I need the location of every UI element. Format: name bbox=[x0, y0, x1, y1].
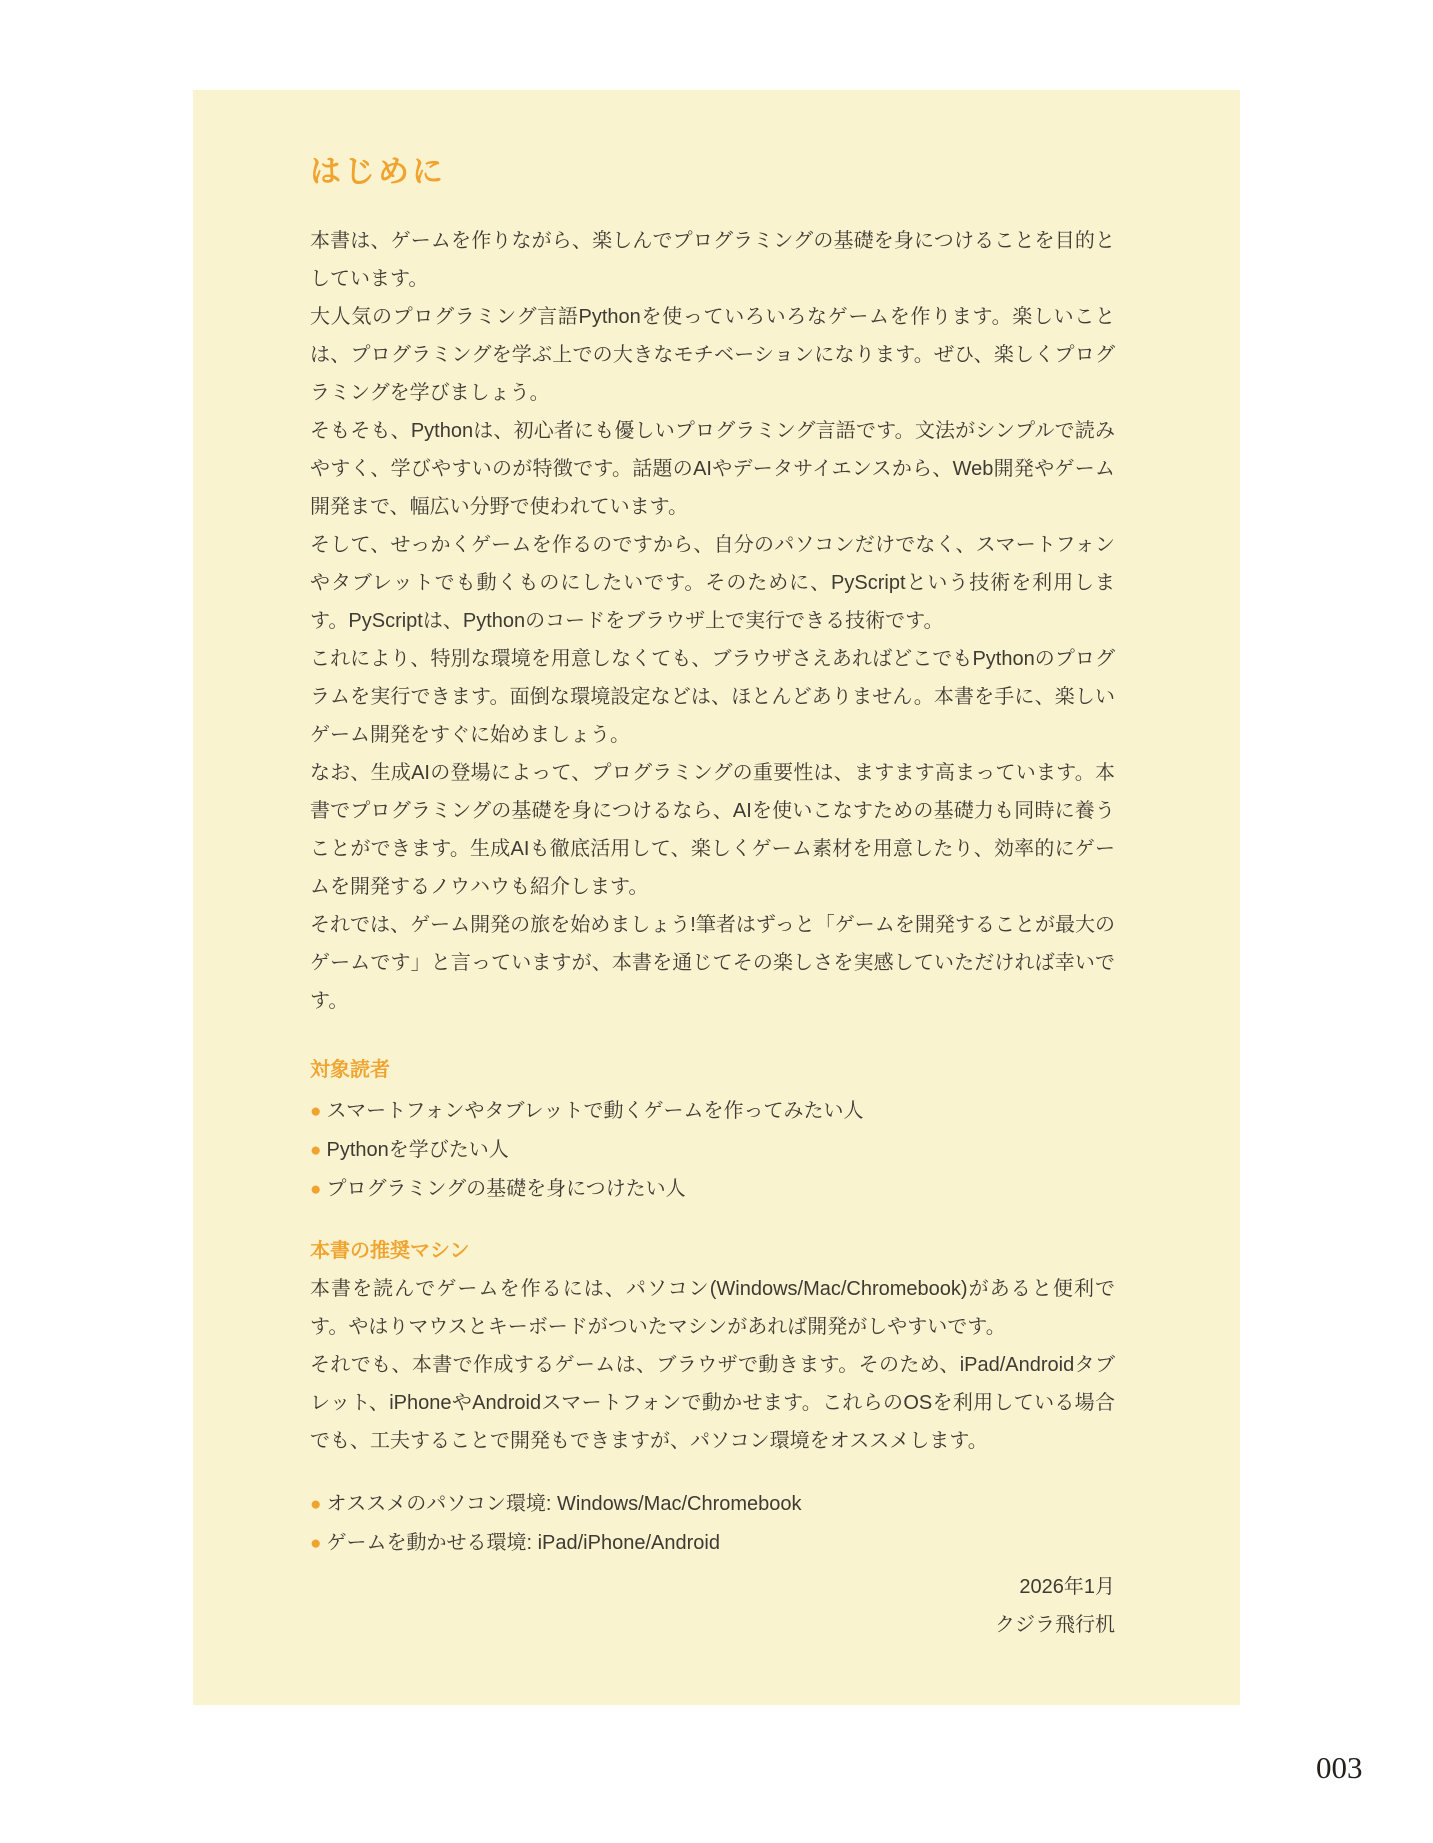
bullet-icon: ● bbox=[310, 1140, 322, 1161]
bullet-icon: ● bbox=[310, 1494, 322, 1515]
page-number: 003 bbox=[1316, 1750, 1363, 1785]
list-item bbox=[310, 1170, 1115, 1209]
machine-paragraph: それでも、本書で作成するゲームは、ブラウザで動きます。そのため、iPad/Androidタブレット、iPhoneやAndroidスマートフォンで動かせます。これらのOSを利用している場合でも、工夫することで開発もできますが、パソコン環境をオススメします。 bbox=[310, 1354, 1115, 1452]
intro-paragraph: これにより、特別な環境を用意しなくても、ブラウザさえあればどこでもPythonのプログラムを実行できます。面倒な環境設定などは、ほとんどありません。本書を手に、楽しいゲーム開発をすぐに始めましょう。 bbox=[310, 648, 1115, 746]
bullet-icon: ● bbox=[310, 1533, 322, 1554]
intro-paragraph: なお、生成AIの登場によって、プログラミングの重要性は、ますます高まっています。本書でプログラミングの基礎を身につけるなら、AIを使いこなすための基礎力も同時に養うことができます。生成AIも徹底活用して、楽しくゲーム素材を用意したり、効率的にゲームを開発するノウハウも紹介します。 bbox=[310, 762, 1115, 898]
section-heading-machine: 本書の推奨マシン bbox=[310, 1240, 470, 1262]
list-item bbox=[310, 1485, 1115, 1524]
colophon-author: クジラ飛行机 bbox=[995, 1614, 1115, 1636]
colophon bbox=[310, 1568, 1115, 1644]
machine-text-block bbox=[310, 1270, 1115, 1460]
page-body bbox=[193, 90, 1240, 1705]
list-item bbox=[310, 1092, 1115, 1131]
list-item bbox=[310, 1524, 1115, 1563]
page-title: はじめに bbox=[310, 154, 446, 189]
intro-text-block bbox=[310, 222, 1115, 1020]
bullet-icon: ● bbox=[310, 1179, 322, 1200]
environment-bullet-list bbox=[310, 1485, 1115, 1563]
bullet-icon: ● bbox=[310, 1101, 322, 1122]
audience-bullet-list bbox=[310, 1092, 1115, 1209]
list-item-text: Pythonを学びたい人 bbox=[326, 1139, 509, 1161]
list-item-text: ゲームを動かせる環境: iPad/iPhone/Android bbox=[326, 1532, 720, 1554]
intro-paragraph: 本書は、ゲームを作りながら、楽しんでプログラミングの基礎を身につけることを目的としています。 bbox=[310, 230, 1115, 290]
intro-paragraph: それでは、ゲーム開発の旅を始めましょう!筆者はずっと「ゲームを開発することが最大のゲームです」と言っていますが、本書を通じてその楽しさを実感していただければ幸いです。 bbox=[310, 914, 1115, 1012]
machine-paragraph: 本書を読んでゲームを作るには、パソコン(Windows/Mac/Chromebook)があると便利です。やはりマウスとキーボードがついたマシンがあれば開発がしやすいです。 bbox=[310, 1278, 1115, 1338]
list-item-text: オススメのパソコン環境: Windows/Mac/Chromebook bbox=[326, 1493, 802, 1515]
intro-paragraph: そして、せっかくゲームを作るのですから、自分のパソコンだけでなく、スマートフォンやタブレットでも動くものにしたいです。そのために、PyScriptという技術を利用します。PyScriptは、Pythonのコードをブラウザ上で実行できる技術です。 bbox=[310, 534, 1115, 632]
intro-paragraph: 大人気のプログラミング言語Pythonを使っていろいろなゲームを作ります。楽しいことは、プログラミングを学ぶ上での大きなモチベーションになります。ぜひ、楽しくプログラミングを学びましょう。 bbox=[310, 306, 1115, 404]
list-item bbox=[310, 1131, 1115, 1170]
colophon-date: 2026年1月 bbox=[1019, 1576, 1115, 1598]
section-heading-audience: 対象読者 bbox=[310, 1059, 390, 1081]
intro-paragraph: そもそも、Pythonは、初心者にも優しいプログラミング言語です。文法がシンプルで読みやすく、学びやすいのが特徴です。話題のAIやデータサイエンスから、Web開発やゲーム開発まで、幅広い分野で使われています。 bbox=[310, 420, 1115, 518]
list-item-text: プログラミングの基礎を身につけたい人 bbox=[326, 1178, 686, 1200]
list-item-text: スマートフォンやタブレットで動くゲームを作ってみたい人 bbox=[326, 1100, 864, 1122]
